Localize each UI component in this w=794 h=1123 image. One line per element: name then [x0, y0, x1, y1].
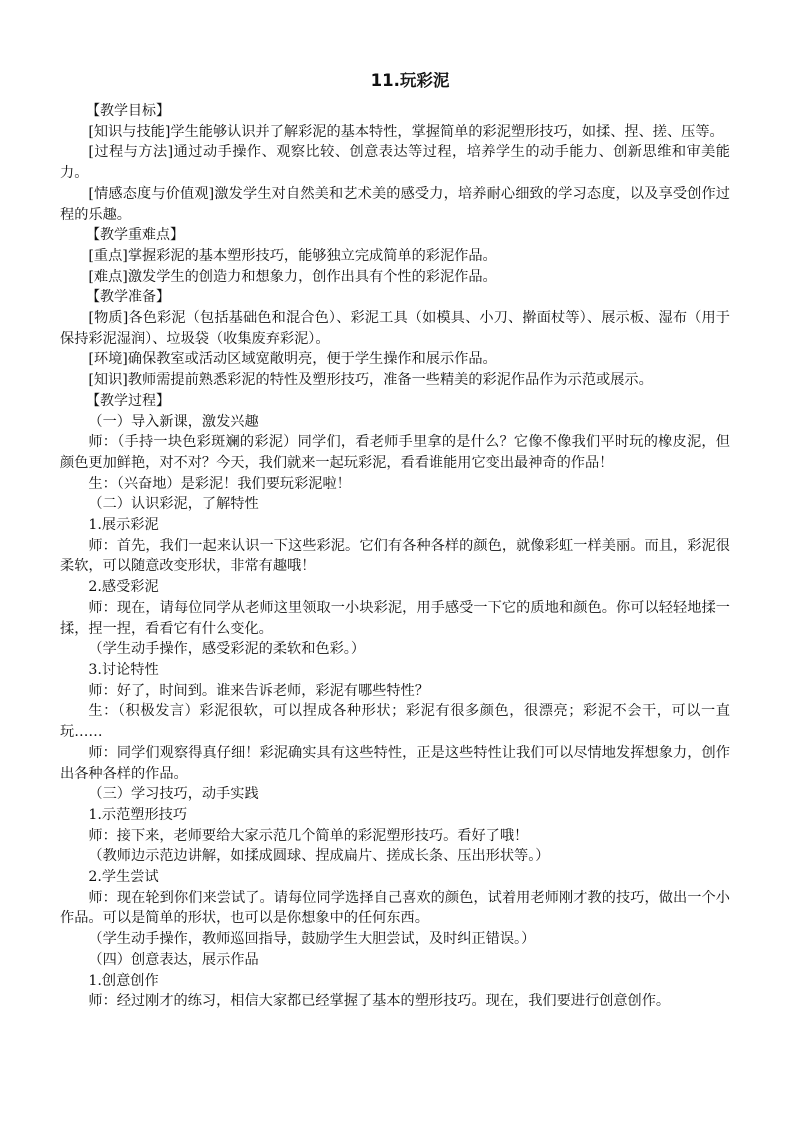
- paragraph: 生：（积极发言）彩泥很软，可以捏成各种形状；彩泥有很多颜色，很漂亮；彩泥不会干，可以一直玩……: [60, 703, 730, 741]
- paragraph: [物质]各色彩泥（包括基础色和混合色）、彩泥工具（如模具、小刀、擀面杖等）、展示板、湿布（用于保持彩泥湿润）、垃圾袋（收集废弃彩泥）。: [60, 310, 730, 347]
- paragraph: 师：同学们观察得真仔细！彩泥确实具有这些特性，正是这些特性让我们可以尽情地发挥想象力，创作出各种各样的作品。: [60, 744, 730, 782]
- paragraph: 3.讨论特性: [88, 661, 159, 678]
- paragraph: 1.示范塑形技巧: [88, 806, 188, 823]
- paragraph: [过程与方法]通过动手操作、观察比较、创意表达等过程，培养学生的动手能力、创新思维和审美能力。: [60, 144, 730, 182]
- paragraph: [知识]教师需提前熟悉彩泥的特性及塑形技巧，准备一些精美的彩泥作品作为示范或展示。: [88, 372, 653, 389]
- paragraph: 师：好了，时间到。谁来告诉老师，彩泥有哪些特性？: [88, 682, 429, 699]
- section-heading: 【教学过程】: [86, 392, 170, 409]
- paragraph: 2.感受彩泥: [88, 579, 159, 596]
- document-body: [60, 101, 730, 1012]
- section-heading: 【教学重难点】: [86, 227, 184, 244]
- section-heading: 【教学目标】: [86, 103, 170, 119]
- paragraph: （三）学习技巧，动手实践: [88, 786, 259, 803]
- paragraph: [知识与技能]学生能够认识并了解彩泥的基本特性，掌握简单的彩泥塑形技巧，如揉、捏、搓、压等。: [88, 123, 724, 140]
- paragraph: [难点]激发学生的创造力和想象力，创作出具有个性的彩泥作品。: [88, 268, 497, 285]
- paragraph: 1.创意创作: [88, 972, 159, 989]
- paragraph: [环境]确保教室或活动区域宽敞明亮，便于学生操作和展示作品。: [88, 351, 497, 368]
- paragraph: （学生动手操作，感受彩泥的柔软和色彩。）: [88, 641, 366, 658]
- paragraph: （一）导入新课，激发兴趣: [88, 413, 259, 430]
- section-heading: 【教学准备】: [86, 289, 170, 306]
- paragraph: （学生动手操作，教师巡回指导，鼓励学生大胆尝试，及时纠正错误。）: [88, 931, 536, 948]
- paragraph: 生：（兴奋地）是彩泥！我们要玩彩泥啦！: [88, 475, 351, 492]
- paragraph: 师：（手持一块色彩斑斓的彩泥）同学们，看老师手里拿的是什么？它像不像我们平时玩的橡皮泥，但颜色更加鲜艳，对不对？今天，我们就来一起玩彩泥，看看谁能用它变出最神奇的作品！: [60, 434, 730, 471]
- document-title: 11.玩彩泥: [370, 71, 450, 90]
- paragraph: 师：接下来，老师要给大家示范几个简单的彩泥塑形技巧。看好了哦！: [88, 827, 529, 844]
- paragraph: [情感态度与价值观]激发学生对自然美和艺术美的感受力，培养耐心细致的学习态度，以及享受创作过程的乐趣。: [60, 185, 730, 223]
- paragraph: 师：现在，请每位同学从老师这里领取一小块彩泥，用手感受一下它的质地和颜色。你可以轻轻地揉一揉，捏一捏，看看它有什么变化。: [60, 599, 730, 637]
- paragraph: 师：首先，我们一起来认识一下这些彩泥。它们有各种各样的颜色，就像彩虹一样美丽。而且，彩泥很柔软，可以随意改变形状，非常有趣哦！: [60, 537, 730, 575]
- paragraph: 师：现在轮到你们来尝试了。请每位同学选择自己喜欢的颜色，试着用老师刚才教的技巧，做出一个小作品。可以是简单的形状，也可以是你想象中的任何东西。: [60, 889, 730, 927]
- paragraph: （四）创意表达，展示作品: [88, 951, 259, 968]
- paragraph: 2.学生尝试: [88, 869, 159, 886]
- paragraph: 师：经过刚才的练习，相信大家都已经掌握了基本的塑形技巧。现在，我们要进行创意创作。: [88, 993, 671, 1010]
- paragraph: 1.展示彩泥: [88, 517, 159, 534]
- paragraph: （教师边示范边讲解，如揉成圆球、捏成扁片、搓成长条、压出形状等。）: [88, 848, 550, 865]
- paragraph: [重点]掌握彩泥的基本塑形技巧，能够独立完成简单的彩泥作品。: [88, 247, 497, 264]
- paragraph: （二）认识彩泥，了解特性: [88, 496, 259, 513]
